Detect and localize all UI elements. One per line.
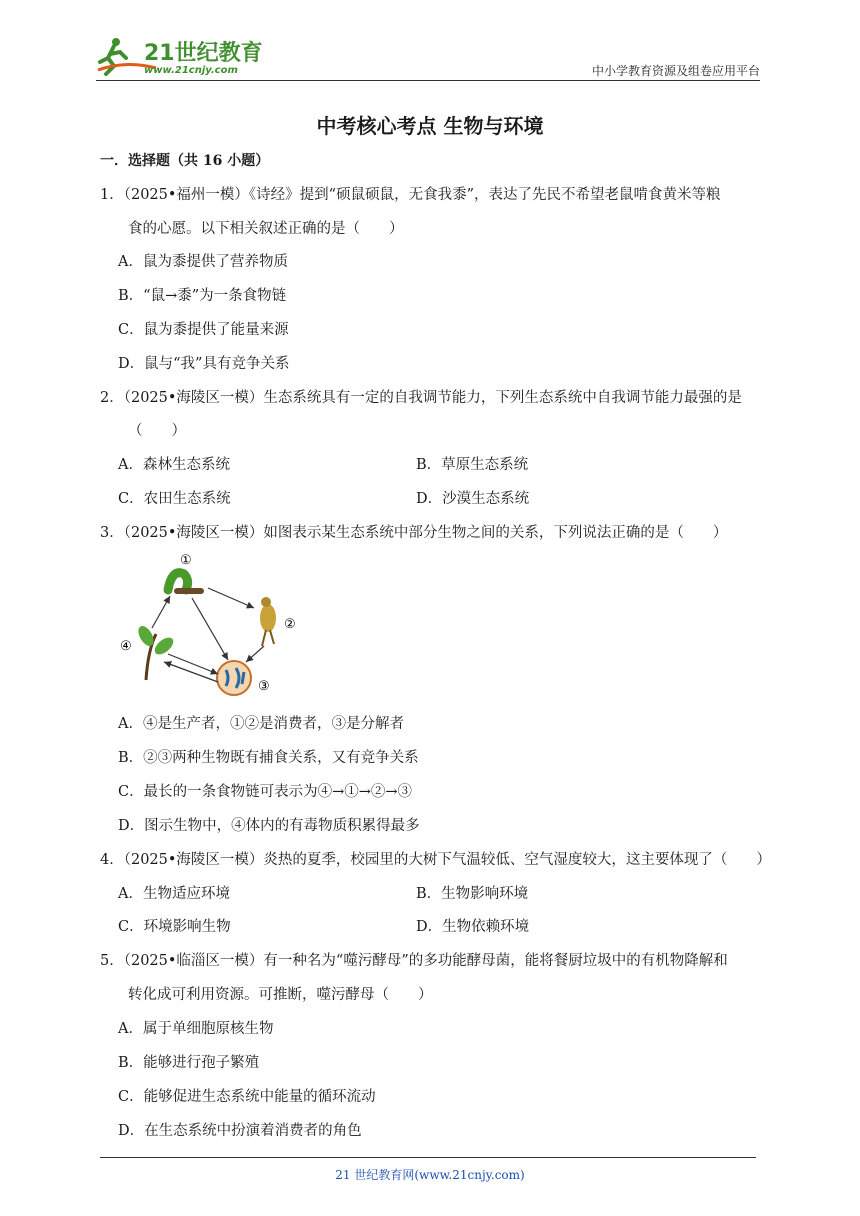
- page-header: [96, 26, 760, 82]
- section-heading: 一．选择题（共 16 小题）: [100, 153, 270, 169]
- figure-label-1: ①: [180, 553, 192, 568]
- question-4-option-a: A．生物适应环境: [118, 886, 230, 902]
- question-2-option-a: A．森林生态系统: [118, 457, 230, 473]
- decomposer-icon: [217, 661, 251, 695]
- question-1-line-1: 1．（2025•福州一模）《诗经》提到“硕鼠硕鼠，无食我黍”，表达了先民不希望老鼠啃食黄米等粮: [100, 187, 721, 203]
- question-2-option-b: B．草原生态系统: [416, 457, 529, 473]
- question-5-line-1: 5．（2025•临淄区一模）有一种名为“噬污酵母”的多功能酵母菌，能将餐厨垃圾中的有机物降解和: [100, 953, 728, 969]
- question-1-line-2: 食的心愿。以下相关叙述正确的是（ ）: [128, 221, 404, 237]
- question-2-option-c: C．农田生态系统: [118, 491, 231, 507]
- question-5-line-2: 转化成可利用资源。可推断，噬污酵母（ ）: [128, 987, 433, 1003]
- question-4-option-d: D．生物依赖环境: [416, 919, 530, 935]
- question-4-option-b: B．生物影响环境: [416, 886, 529, 902]
- figure-label-2: ②: [284, 617, 296, 632]
- question-3-option-c: C．最长的一条食物链可表示为④→①→②→③: [118, 784, 413, 800]
- question-5-option-c: C．能够促进生态系统中能量的循环流动: [118, 1089, 376, 1105]
- header-divider: [96, 80, 760, 81]
- question-2-option-d: D．沙漠生态系统: [416, 491, 530, 507]
- page-title: 中考核心考点 生物与环境: [316, 114, 544, 138]
- question-4-line-1: 4．（2025•海陵区一模）炎热的夏季，校园里的大树下气温较低、空气湿度较大，这主要体现了（ ）: [100, 852, 771, 868]
- question-2-line-2: （ ）: [128, 423, 186, 439]
- figure-label-3: ③: [258, 679, 270, 694]
- question-1-option-b: B．“鼠→黍”为一条食物链: [118, 288, 287, 304]
- footer-link[interactable]: 21 世纪教育网(www.21cnjy.com): [335, 1168, 525, 1182]
- question-2-line-1: 2．（2025•海陵区一模）生态系统具有一定的自我调节能力，下列生态系统中自我调节能力最强的是: [100, 390, 742, 406]
- figure-label-4: ④: [120, 639, 132, 654]
- question-1-option-d: D．鼠与“我”具有竞争关系: [118, 356, 290, 372]
- question-3-option-a: A．④是生产者，①②是消费者，③是分解者: [118, 716, 404, 732]
- question-3-option-d: D．图示生物中，④体内的有毒物质积累得最多: [118, 818, 420, 834]
- logo: [96, 34, 266, 76]
- bird-icon: [260, 597, 276, 646]
- food-web-figure: [116, 550, 306, 700]
- question-5-option-d: D．在生态系统中扮演着消费者的角色: [118, 1123, 362, 1139]
- question-5-option-b: B．能够进行孢子繁殖: [118, 1055, 260, 1071]
- logo-url-text: www.21cnjy.com: [144, 65, 238, 76]
- logo-main-text: 21世纪教育: [144, 41, 263, 66]
- caterpillar-icon: [168, 573, 204, 594]
- question-3-line-1: 3．（2025•海陵区一模）如图表示某生态系统中部分生物之间的关系，下列说法正确的是（ ）: [100, 525, 728, 541]
- question-4-option-c: C．环境影响生物: [118, 919, 231, 935]
- question-5-option-a: A．属于单细胞原核生物: [118, 1021, 274, 1037]
- question-1-option-a: A．鼠为黍提供了营养物质: [118, 254, 288, 270]
- question-3-option-b: B．②③两种生物既有捕食关系，又有竞争关系: [118, 750, 419, 766]
- question-1-option-c: C．鼠为黍提供了能量来源: [118, 322, 289, 338]
- footer-divider: [100, 1157, 756, 1158]
- plant-icon: [135, 623, 176, 680]
- header-platform-text: 中小学教育资源及组卷应用平台: [591, 64, 760, 78]
